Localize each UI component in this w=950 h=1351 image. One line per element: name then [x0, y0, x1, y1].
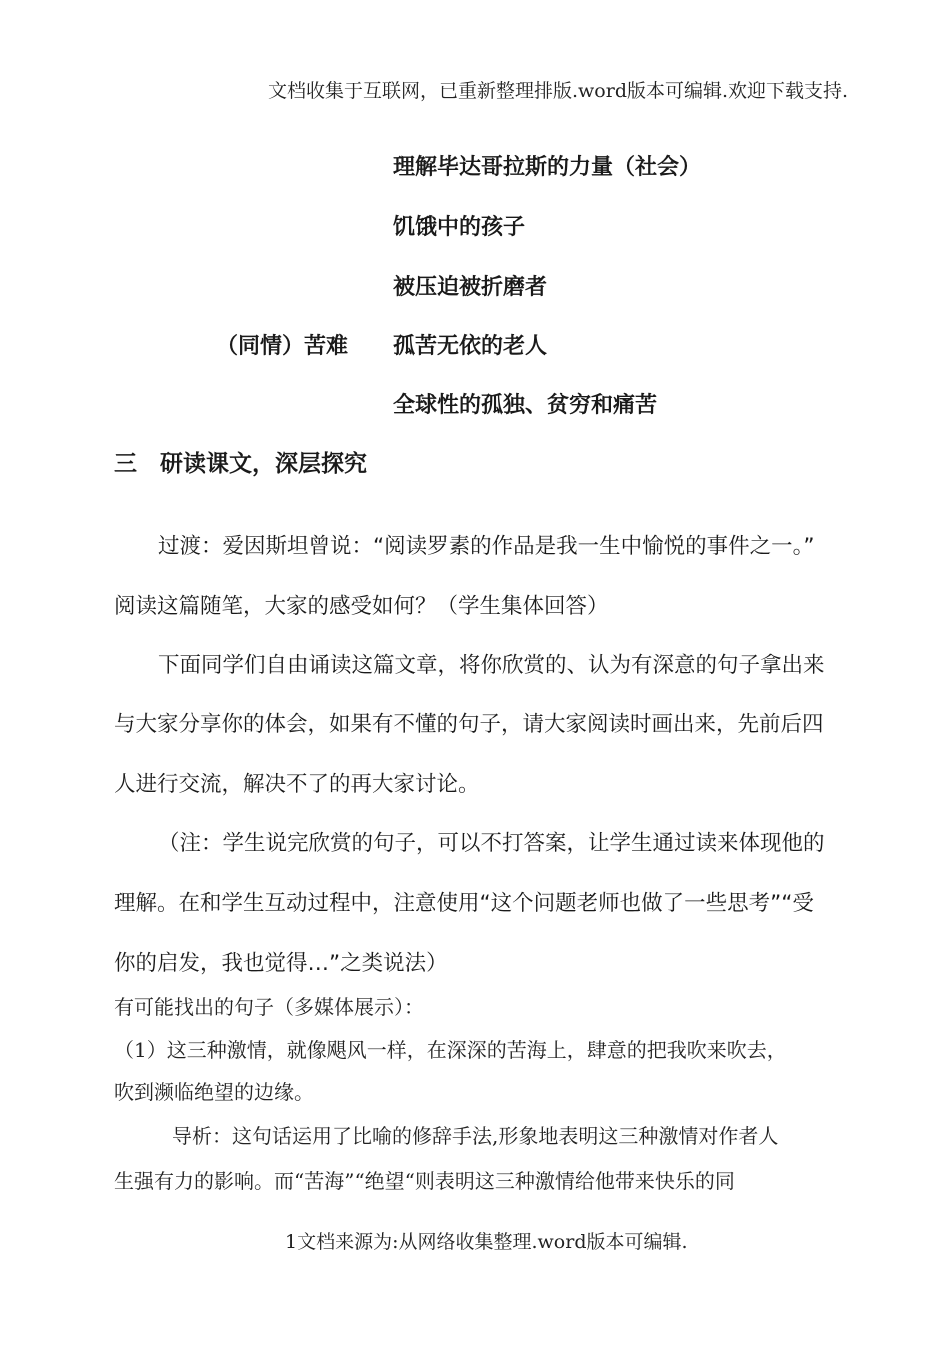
paragraph-line: 有可能找出的句子（多媒体展示）： — [114, 995, 424, 1019]
outline-item: 饥饿中的孩子 — [393, 215, 526, 240]
page-header: 文档收集于互联网，已重新整理排版.word版本可编辑.欢迎下载支持. — [268, 80, 849, 102]
paragraph-line: 吹到濒临绝望的边缘。 — [114, 1080, 314, 1104]
outline-item: 孤苦无依的老人 — [393, 334, 548, 359]
paragraph-line: （注：学生说完欣赏的句子，可以不打答案，让学生通过读来体现他的 — [158, 831, 825, 856]
paragraph-line: 理解。在和学生互动过程中，注意使用“这个问题老师也做了一些思考”“受 — [114, 891, 814, 916]
paragraph-line: 过渡：爱因斯坦曾说：“阅读罗素的作品是我一生中愉悦的事件之一。” — [158, 534, 815, 559]
paragraph-line: 你的启发，我也觉得…”之类说法） — [114, 951, 448, 976]
outline-item: 全球性的孤独、贫穷和痛苦 — [393, 393, 658, 418]
page-footer: 1文档来源为:从网络收集整理.word版本可编辑. — [285, 1231, 688, 1253]
paragraph-line: （1）这三种激情，就像飓风一样，在深深的苦海上，肆意的把我吹来吹去， — [114, 1038, 787, 1062]
paragraph-line: 下面同学们自由诵读这篇文章，将你欣赏的、认为有深意的句子拿出来 — [158, 653, 825, 678]
outline-left-label: （同情）苦难 — [216, 334, 349, 359]
paragraph-line: 人进行交流，解决不了的再大家讨论。 — [114, 772, 480, 797]
paragraph-line: 阅读这篇随笔，大家的感受如何？（学生集体回答） — [114, 594, 609, 619]
outline-item: 被压迫被折磨者 — [393, 275, 548, 300]
paragraph-line: 与大家分享你的体会，如果有不懂的句子，请大家阅读时画出来，先前后四 — [114, 712, 824, 737]
outline-item: 理解毕达哥拉斯的力量（社会） — [393, 155, 702, 180]
paragraph-line: 导析：这句话运用了比喻的修辞手法,形象地表明这三种激情对作者人 — [172, 1124, 779, 1148]
paragraph-line: 生强有力的影响。而“苦海”“绝望“则表明这三种激情给他带来快乐的同 — [114, 1169, 735, 1193]
section-title: 三 研读课文，深层探究 — [114, 450, 367, 477]
